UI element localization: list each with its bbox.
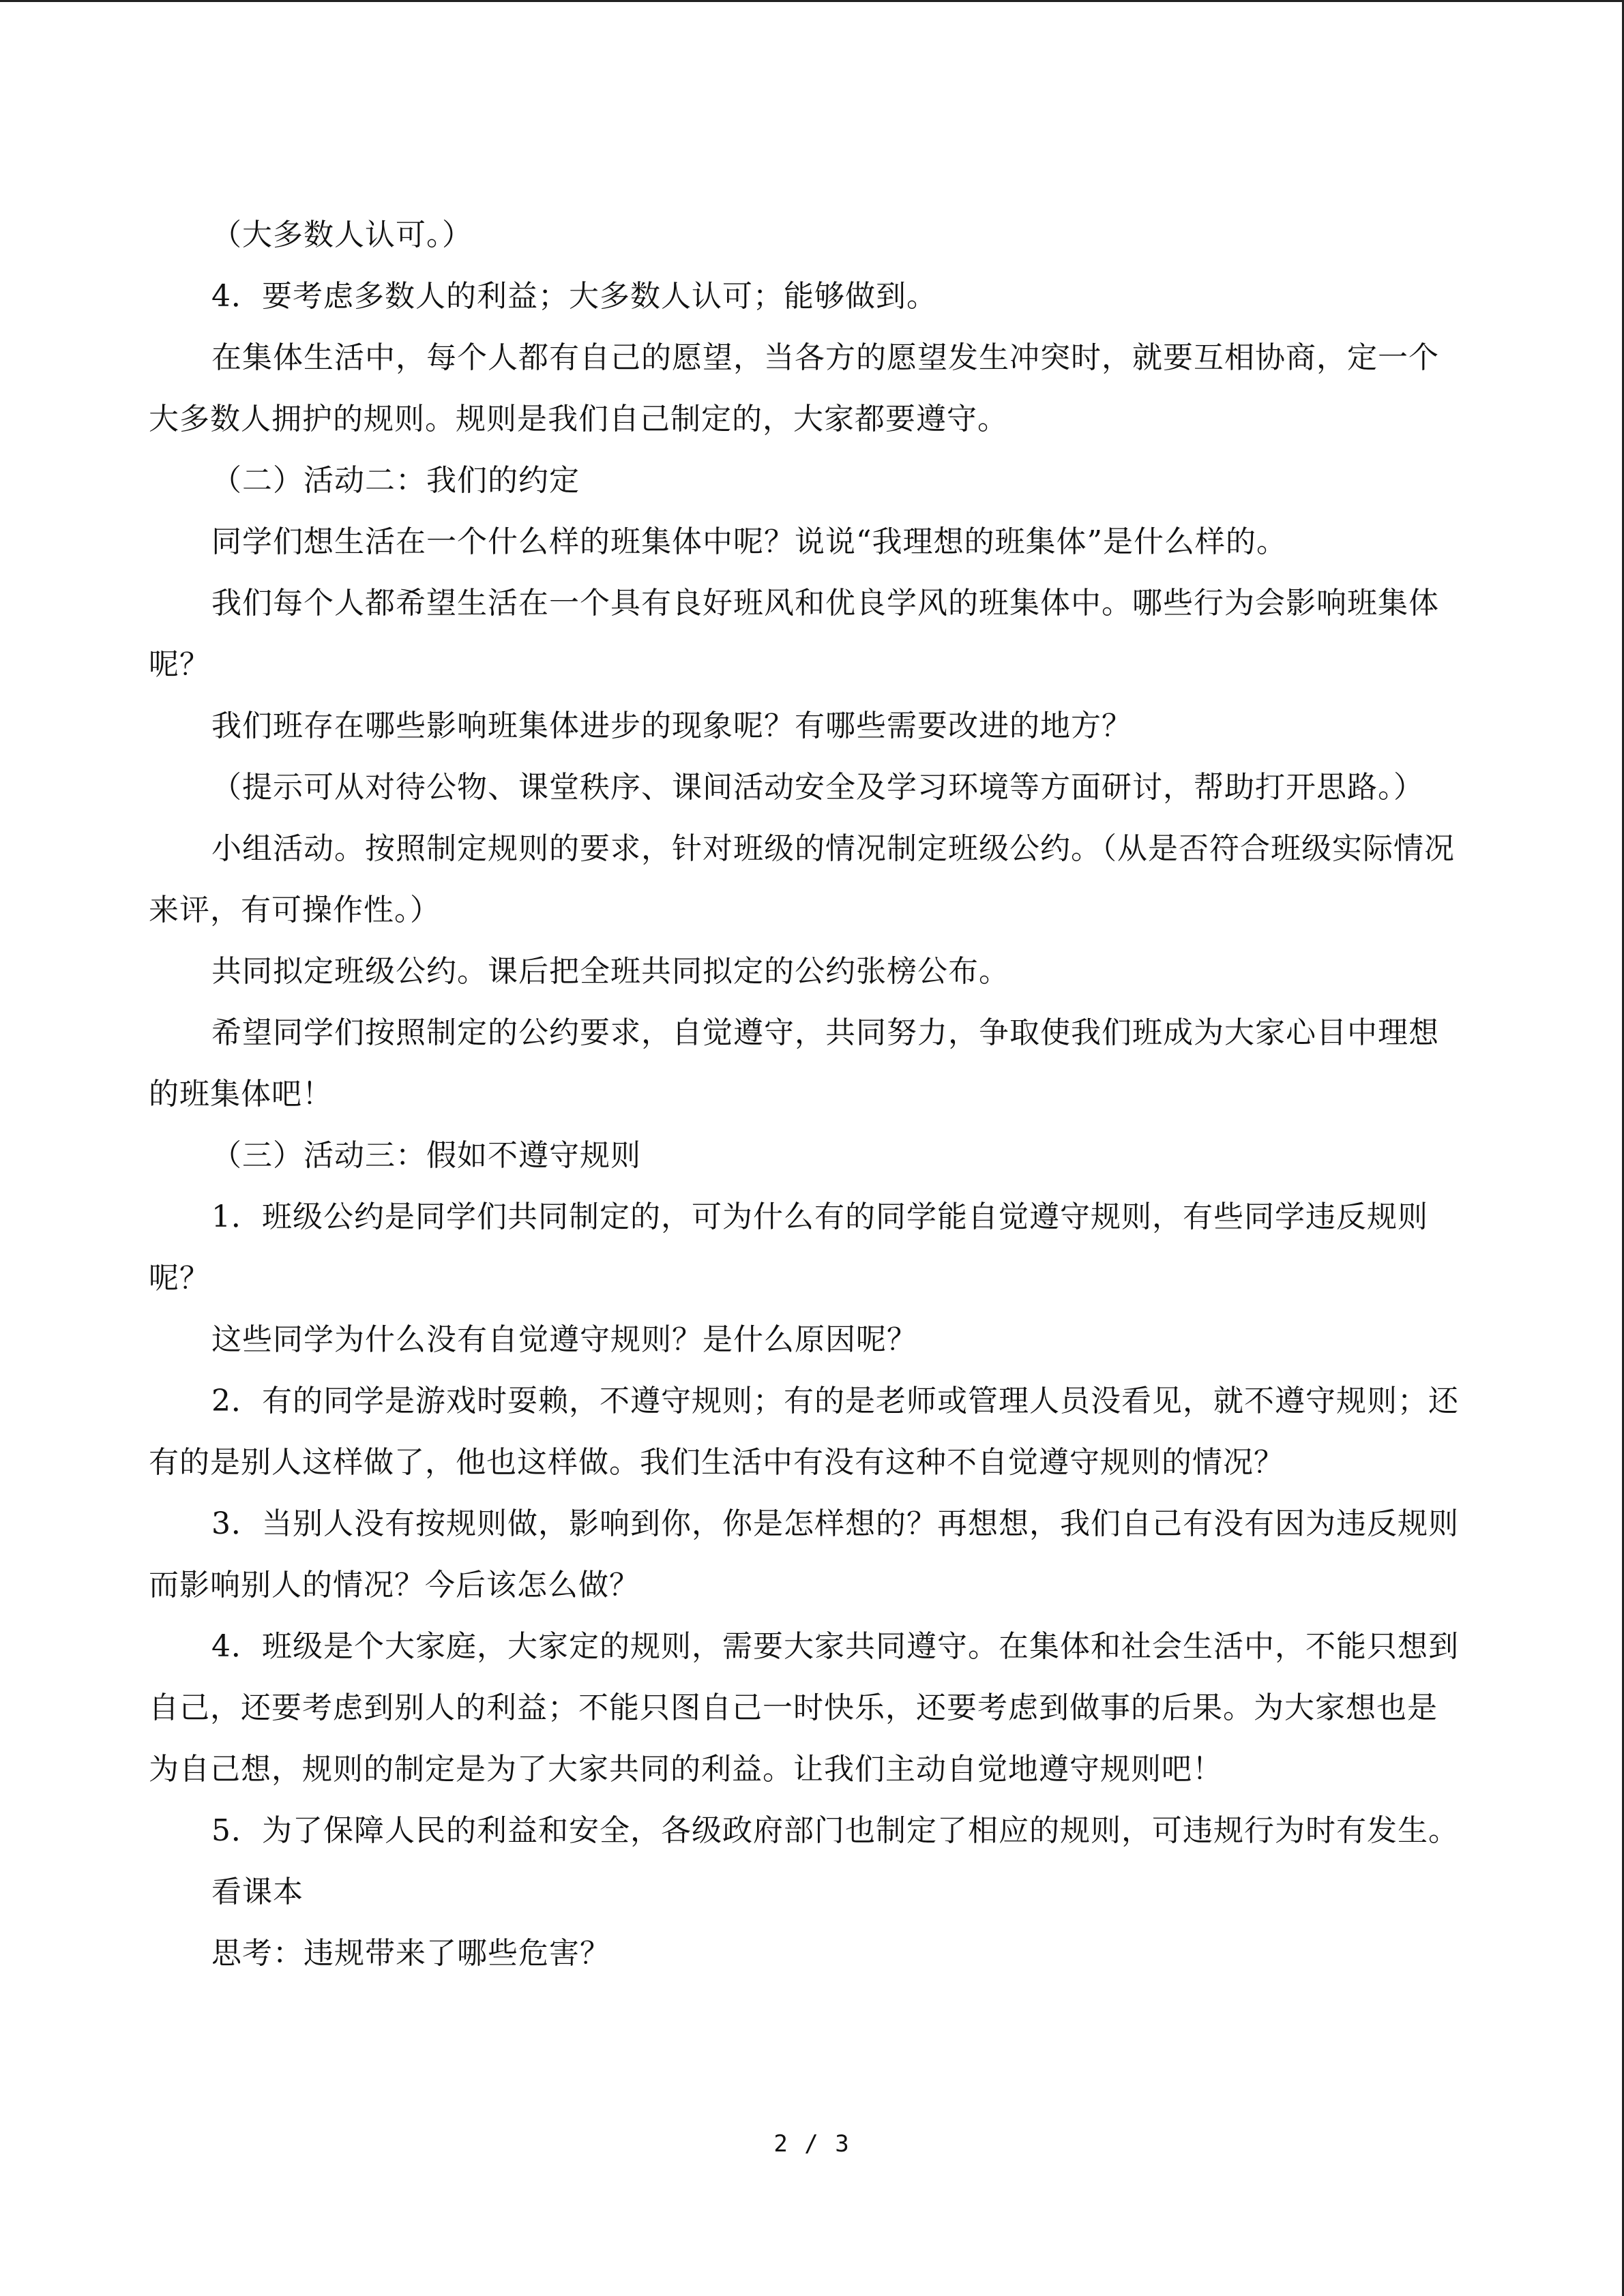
paragraph: 看课本 xyxy=(211,1875,304,1909)
paragraph: 4．班级是个大家庭，大家定的规则，需要大家共同遵守。在集体和社会生活中，不能只想到自己，还要考虑到别人的利益；不能只图自己一时快乐，还要考虑到做事的后果。为大家想也是为自己想，规则的制定是为了大家共同的利益。让我们主动自觉地遵守规则吧！ xyxy=(149,1629,1459,1787)
paragraph: 我们班存在哪些影响班集体进步的现象呢？有哪些需要改进的地方？ xyxy=(211,709,1132,743)
paragraph: （提示可从对待公物、课堂秩序、课间活动安全及学习环境等方面研讨，帮助打开思路。） xyxy=(211,770,1424,805)
paragraph: 5．为了保障人民的利益和安全，各级政府部门也制定了相应的规则，可违规行为时有发生。 xyxy=(211,1813,1459,1848)
paragraph: 4．要考虑多数人的利益；大多数人认可；能够做到。 xyxy=(211,279,937,314)
paragraph: 希望同学们按照制定的公约要求，自觉遵守，共同努力，争取使我们班成为大家心目中理想的班集体吧！ xyxy=(149,1015,1439,1112)
paragraph: 同学们想生活在一个什么样的班集体中呢？说说“我理想的班集体”是什么样的。 xyxy=(211,524,1287,559)
paragraph: （大多数人认可。） xyxy=(211,218,473,252)
section-heading: （三）活动三：假如不遵守规则 xyxy=(211,1138,641,1173)
paragraph: 在集体生活中，每个人都有自己的愿望，当各方的愿望发生冲突时，就要互相协商，定一个大多数人拥护的规则。规则是我们自己制定的，大家都要遵守。 xyxy=(149,340,1439,436)
paragraph: 我们每个人都希望生活在一个具有良好班风和优良学风的班集体中。哪些行为会影响班集体呢？ xyxy=(149,586,1439,682)
page-number: 2 / 3 xyxy=(773,2130,851,2158)
section-heading: （二）活动二：我们的约定 xyxy=(211,463,580,498)
paragraph: 2．有的同学是游戏时耍赖，不遵守规则；有的是老师或管理人员没看见，就不遵守规则；还有的是别人这样做了，他也这样做。我们生活中有没有这种不自觉遵守规则的情况？ xyxy=(149,1384,1459,1480)
paragraph: 小组活动。按照制定规则的要求，针对班级的情况制定班级公约。（从是否符合班级实际情况来评，有可操作性。） xyxy=(149,831,1455,927)
paragraph: 这些同学为什么没有自觉遵守规则？是什么原因呢？ xyxy=(211,1322,917,1357)
paragraph: 3．当别人没有按规则做，影响到你，你是怎样想的？再想想，我们自己有没有因为违反规则而影响别人的情况？今后该怎么做？ xyxy=(149,1506,1459,1602)
paragraph: 1．班级公约是同学们共同制定的，可为什么有的同学能自觉遵守规则，有些同学违反规则呢？ xyxy=(149,1199,1428,1296)
document-body xyxy=(149,205,1465,1984)
paragraph: 思考：违规带来了哪些危害？ xyxy=(211,1936,610,1971)
paragraph: 共同拟定班级公约。课后把全班共同拟定的公约张榜公布。 xyxy=(211,954,1009,989)
